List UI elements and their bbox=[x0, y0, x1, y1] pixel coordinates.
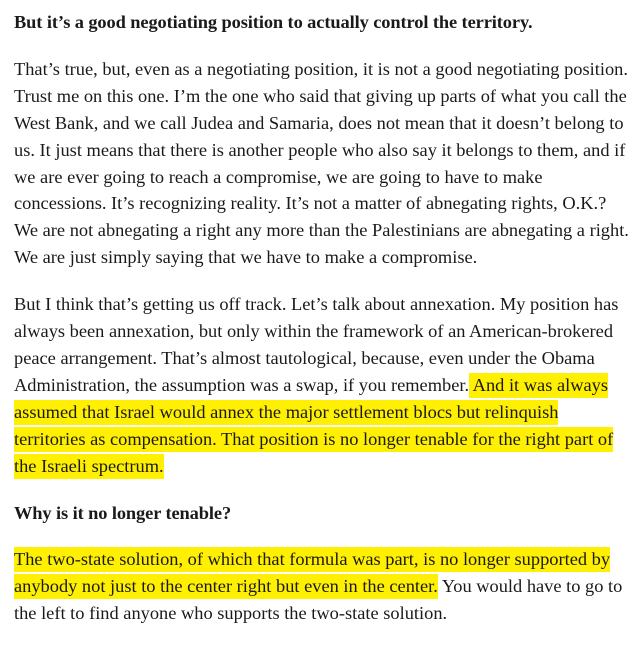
highlighted-passage-2[interactable]: The two-state solution, of which that formula was part, is no longer supported by anybody not just to the center right but even in the center. bbox=[14, 547, 610, 599]
interview-question-1: But it’s a good negotiating position to actually control the territory. bbox=[14, 12, 533, 32]
article-body bbox=[14, 0, 629, 627]
interview-answer-3 bbox=[14, 546, 629, 627]
answer-2-text: But I think that’s getting us off track. Let’s talk about annexation. My position has always been annexation, but only within the framework of an American-brokered peace arrangement. That’s almost tautological, because, even under the Obama Administration, the assumption was a swap, if you remember. bbox=[14, 294, 619, 395]
interview-answer-2 bbox=[14, 291, 629, 479]
highlighted-passage-1[interactable]: And it was always assumed that Israel would annex the major settlement blocs but relinquish territories as compensation. That position is no longer tenable for the right part of the Israeli spectrum. bbox=[14, 373, 613, 479]
answer-3-text: You would have to go to the left to find anyone who supports the two-state solution. bbox=[14, 576, 623, 624]
interview-answer-1: That’s true, but, even as a negotiating position, it is not a good negotiating position. Trust me on this one. I’m the one who said that giving up parts of what you call the West Bank, and we call Judea and Samaria, does not mean that it doesn’t belong to us. It just means that there is another people who also say it belongs to them, and if we are ever going to reach a compromise, we are going to have to make concessions. It’s recognizing reality. It’s not a matter of abnegating rights, O.K.? We are not abnegating a right any more than the Palestinians are abnegating a right. We are just simply saying that we have to make a compromise. bbox=[14, 58, 629, 268]
interview-question-2: Why is it no longer tenable? bbox=[14, 502, 232, 523]
